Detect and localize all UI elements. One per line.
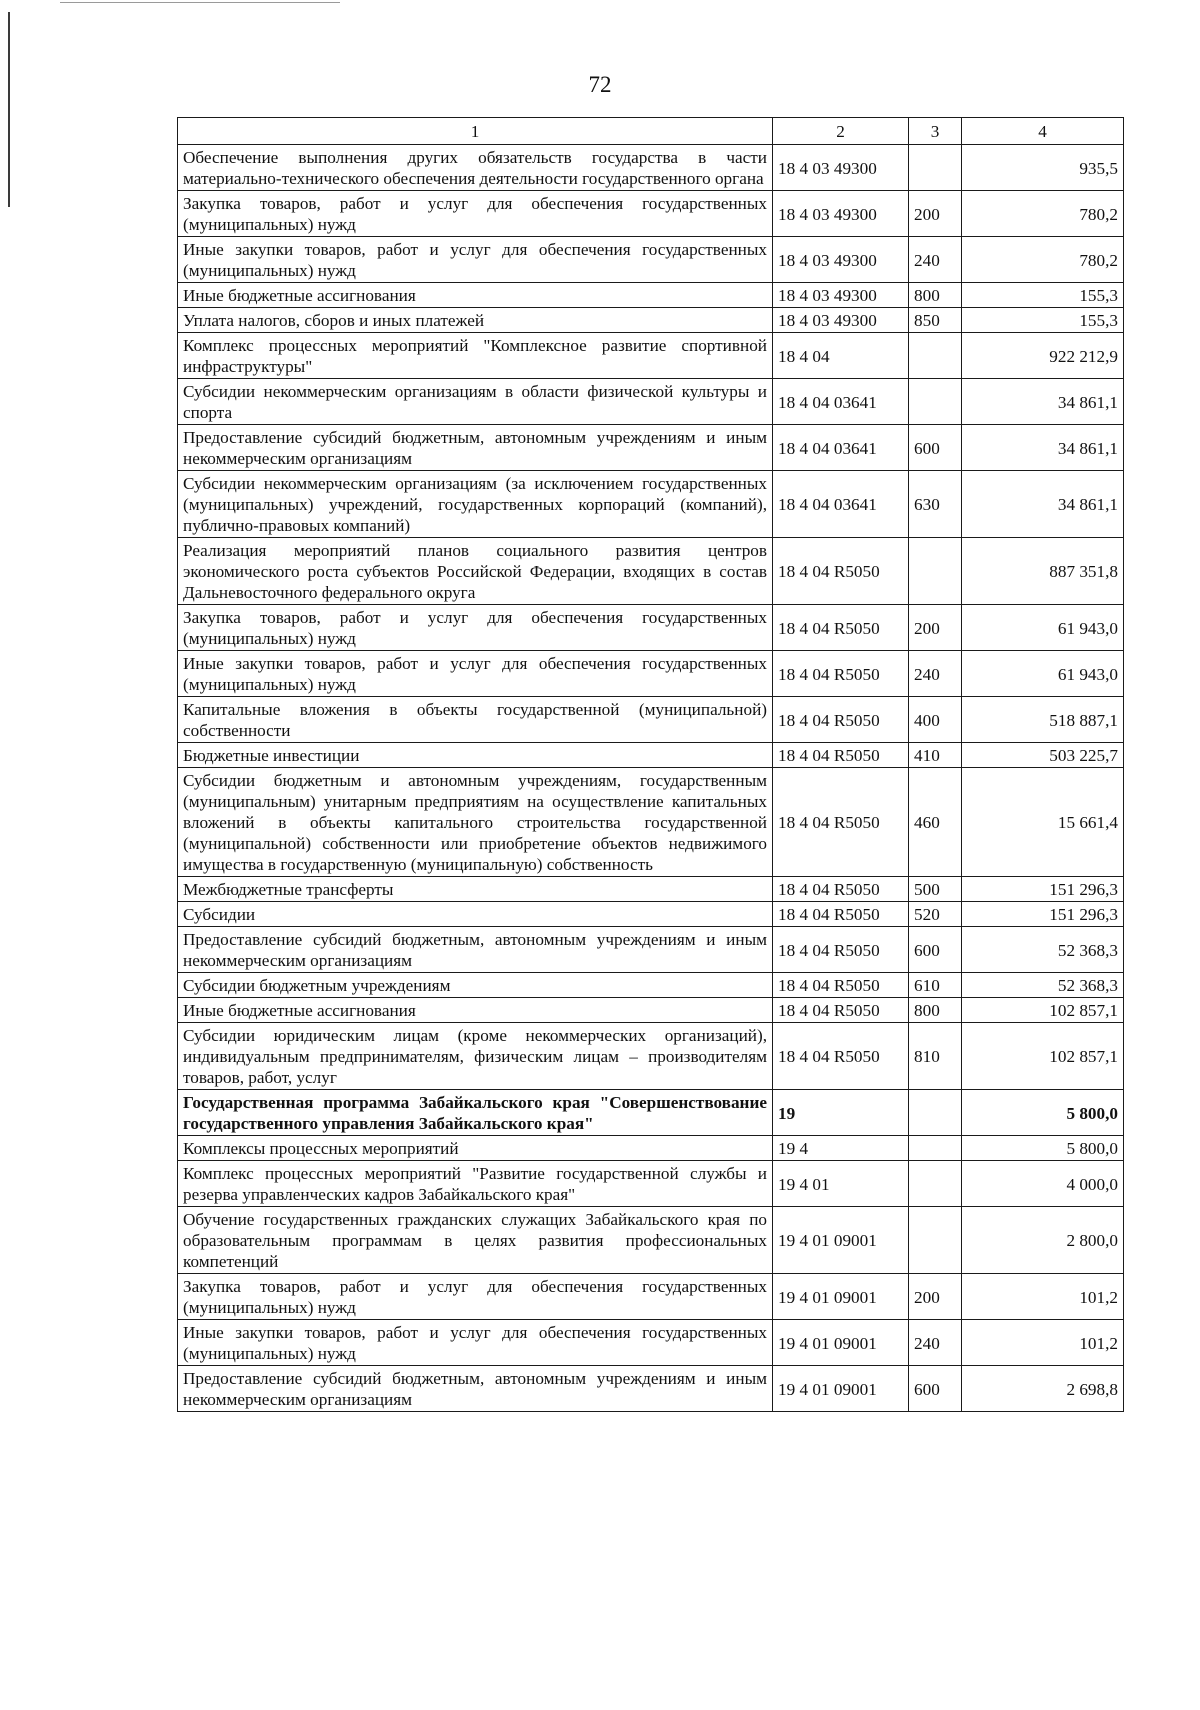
row-name-cell: Комплекс процессных мероприятий "Комплексное развитие спортивной инфраструктуры" <box>178 333 773 379</box>
row-sum-cell: 780,2 <box>962 191 1124 237</box>
row-sum-cell: 52 368,3 <box>962 973 1124 998</box>
row-code-cell: 18 4 04 R5050 <box>773 902 909 927</box>
row-expense-type-cell: 810 <box>909 1023 962 1090</box>
budget-table <box>177 117 1124 1412</box>
row-expense-type-cell: 200 <box>909 605 962 651</box>
row-sum-cell: 155,3 <box>962 308 1124 333</box>
row-code-cell: 19 4 01 09001 <box>773 1274 909 1320</box>
row-name-cell: Уплата налогов, сборов и иных платежей <box>178 308 773 333</box>
row-code-cell: 18 4 04 R5050 <box>773 877 909 902</box>
row-expense-type-cell <box>909 1090 962 1136</box>
row-code-cell: 19 4 01 09001 <box>773 1320 909 1366</box>
scan-top-mark <box>60 2 340 3</box>
row-name-cell: Субсидии <box>178 902 773 927</box>
row-sum-cell: 2 800,0 <box>962 1207 1124 1274</box>
row-sum-cell: 52 368,3 <box>962 927 1124 973</box>
row-expense-type-cell: 800 <box>909 998 962 1023</box>
column-header-3: 3 <box>909 118 962 145</box>
row-expense-type-cell: 460 <box>909 768 962 877</box>
row-name-cell: Иные закупки товаров, работ и услуг для обеспечения государственных (муниципальных) нужд <box>178 1320 773 1366</box>
row-name-cell: Бюджетные инвестиции <box>178 743 773 768</box>
row-name-cell: Субсидии бюджетным учреждениям <box>178 973 773 998</box>
row-name-cell: Закупка товаров, работ и услуг для обеспечения государственных (муниципальных) нужд <box>178 191 773 237</box>
row-sum-cell: 2 698,8 <box>962 1366 1124 1412</box>
row-name-cell: Иные закупки товаров, работ и услуг для обеспечения государственных (муниципальных) нужд <box>178 237 773 283</box>
table-row <box>178 237 1124 283</box>
table-row <box>178 379 1124 425</box>
row-expense-type-cell: 630 <box>909 471 962 538</box>
column-header-1: 1 <box>178 118 773 145</box>
row-sum-cell: 935,5 <box>962 145 1124 191</box>
row-expense-type-cell: 600 <box>909 927 962 973</box>
table-row <box>178 1207 1124 1274</box>
row-code-cell: 18 4 03 49300 <box>773 191 909 237</box>
row-expense-type-cell: 520 <box>909 902 962 927</box>
row-code-cell: 18 4 04 <box>773 333 909 379</box>
table-row <box>178 902 1124 927</box>
row-code-cell: 18 4 04 03641 <box>773 379 909 425</box>
row-expense-type-cell <box>909 1207 962 1274</box>
row-name-cell: Комплексы процессных мероприятий <box>178 1136 773 1161</box>
row-expense-type-cell: 200 <box>909 1274 962 1320</box>
row-sum-cell: 887 351,8 <box>962 538 1124 605</box>
table-row <box>178 425 1124 471</box>
row-sum-cell: 518 887,1 <box>962 697 1124 743</box>
row-code-cell: 18 4 04 03641 <box>773 471 909 538</box>
table-row <box>178 1136 1124 1161</box>
row-expense-type-cell: 800 <box>909 283 962 308</box>
row-expense-type-cell: 500 <box>909 877 962 902</box>
row-code-cell: 18 4 04 R5050 <box>773 651 909 697</box>
row-sum-cell: 151 296,3 <box>962 877 1124 902</box>
row-name-cell: Межбюджетные трансферты <box>178 877 773 902</box>
row-expense-type-cell <box>909 379 962 425</box>
row-code-cell: 18 4 04 R5050 <box>773 743 909 768</box>
row-code-cell: 18 4 04 R5050 <box>773 538 909 605</box>
row-expense-type-cell: 240 <box>909 237 962 283</box>
row-expense-type-cell: 850 <box>909 308 962 333</box>
row-sum-cell: 5 800,0 <box>962 1136 1124 1161</box>
row-name-cell: Реализация мероприятий планов социального развития центров экономического роста субъектов Российской Федерации, входящих в состав Дальневосточного федерального округа <box>178 538 773 605</box>
row-expense-type-cell: 240 <box>909 651 962 697</box>
table-row <box>178 1023 1124 1090</box>
row-expense-type-cell: 610 <box>909 973 962 998</box>
row-sum-cell: 155,3 <box>962 283 1124 308</box>
row-name-cell: Иные закупки товаров, работ и услуг для обеспечения государственных (муниципальных) нужд <box>178 651 773 697</box>
row-code-cell: 18 4 04 R5050 <box>773 998 909 1023</box>
row-code-cell: 18 4 04 R5050 <box>773 768 909 877</box>
scan-edge-mark <box>8 12 10 207</box>
table-row <box>178 877 1124 902</box>
row-expense-type-cell <box>909 1136 962 1161</box>
row-code-cell: 19 4 <box>773 1136 909 1161</box>
row-code-cell: 18 4 04 03641 <box>773 425 909 471</box>
row-sum-cell: 15 661,4 <box>962 768 1124 877</box>
row-code-cell: 18 4 04 R5050 <box>773 605 909 651</box>
row-code-cell: 18 4 03 49300 <box>773 308 909 333</box>
table-row <box>178 605 1124 651</box>
row-code-cell: 18 4 03 49300 <box>773 283 909 308</box>
row-name-cell: Обучение государственных гражданских служащих Забайкальского края по образовательным программам в целях развития профессиональных компетенций <box>178 1207 773 1274</box>
table-row <box>178 998 1124 1023</box>
table-row <box>178 308 1124 333</box>
table-row <box>178 651 1124 697</box>
row-code-cell: 19 <box>773 1090 909 1136</box>
row-code-cell: 19 4 01 09001 <box>773 1207 909 1274</box>
table-row <box>178 927 1124 973</box>
table-row <box>178 1320 1124 1366</box>
row-expense-type-cell: 240 <box>909 1320 962 1366</box>
table-row <box>178 1274 1124 1320</box>
table-row <box>178 1161 1124 1207</box>
page-number: 72 <box>588 72 612 97</box>
table-row <box>178 1090 1124 1136</box>
row-sum-cell: 151 296,3 <box>962 902 1124 927</box>
row-sum-cell: 102 857,1 <box>962 1023 1124 1090</box>
table-row <box>178 283 1124 308</box>
row-name-cell: Субсидии некоммерческим организациям в области физической культуры и спорта <box>178 379 773 425</box>
row-code-cell: 18 4 04 R5050 <box>773 1023 909 1090</box>
table-row <box>178 1366 1124 1412</box>
row-expense-type-cell: 600 <box>909 425 962 471</box>
row-name-cell: Иные бюджетные ассигнования <box>178 998 773 1023</box>
row-name-cell: Иные бюджетные ассигнования <box>178 283 773 308</box>
table-row <box>178 768 1124 877</box>
column-header-4: 4 <box>962 118 1124 145</box>
row-sum-cell: 5 800,0 <box>962 1090 1124 1136</box>
row-name-cell: Субсидии некоммерческим организациям (за исключением государственных (муниципальных) учреждений, государственных корпораций (компаний), публично-правовых компаний) <box>178 471 773 538</box>
row-expense-type-cell <box>909 538 962 605</box>
row-name-cell: Комплекс процессных мероприятий "Развитие государственной службы и резерва управленческих кадров Забайкальского края" <box>178 1161 773 1207</box>
row-sum-cell: 101,2 <box>962 1274 1124 1320</box>
row-sum-cell: 61 943,0 <box>962 605 1124 651</box>
table-row <box>178 743 1124 768</box>
table-row <box>178 191 1124 237</box>
row-sum-cell: 34 861,1 <box>962 471 1124 538</box>
row-expense-type-cell: 410 <box>909 743 962 768</box>
row-name-cell: Предоставление субсидий бюджетным, автономным учреждениям и иным некоммерческим организациям <box>178 1366 773 1412</box>
row-name-cell: Предоставление субсидий бюджетным, автономным учреждениям и иным некоммерческим организациям <box>178 927 773 973</box>
row-sum-cell: 34 861,1 <box>962 425 1124 471</box>
row-name-cell: Субсидии юридическим лицам (кроме некоммерческих организаций), индивидуальным предпринимателям, физическим лицам – производителям товаров, работ, услуг <box>178 1023 773 1090</box>
row-name-cell: Капитальные вложения в объекты государственной (муниципальной) собственности <box>178 697 773 743</box>
table-row <box>178 471 1124 538</box>
table-row <box>178 697 1124 743</box>
row-code-cell: 18 4 03 49300 <box>773 237 909 283</box>
row-expense-type-cell <box>909 333 962 379</box>
row-name-cell: Предоставление субсидий бюджетным, автономным учреждениям и иным некоммерческим организациям <box>178 425 773 471</box>
row-sum-cell: 4 000,0 <box>962 1161 1124 1207</box>
row-code-cell: 19 4 01 09001 <box>773 1366 909 1412</box>
row-name-cell: Субсидии бюджетным и автономным учреждениям, государственным (муниципальным) унитарным предприятиям на осуществление капитальных вложений в объекты капитального строительства государственной (муниципальной) собственности или приобретение объектов недвижимого имущества в государственную (муниципальную) собственность <box>178 768 773 877</box>
row-expense-type-cell: 400 <box>909 697 962 743</box>
row-expense-type-cell: 200 <box>909 191 962 237</box>
row-name-cell: Обеспечение выполнения других обязательств государства в части материально-технического обеспечения деятельности государственного органа <box>178 145 773 191</box>
row-expense-type-cell <box>909 1161 962 1207</box>
row-sum-cell: 780,2 <box>962 237 1124 283</box>
column-header-2: 2 <box>773 118 909 145</box>
row-expense-type-cell <box>909 145 962 191</box>
row-code-cell: 18 4 03 49300 <box>773 145 909 191</box>
row-sum-cell: 503 225,7 <box>962 743 1124 768</box>
row-sum-cell: 101,2 <box>962 1320 1124 1366</box>
row-sum-cell: 34 861,1 <box>962 379 1124 425</box>
table-row <box>178 145 1124 191</box>
row-name-cell: Закупка товаров, работ и услуг для обеспечения государственных (муниципальных) нужд <box>178 605 773 651</box>
table-row <box>178 333 1124 379</box>
row-expense-type-cell: 600 <box>909 1366 962 1412</box>
row-code-cell: 18 4 04 R5050 <box>773 927 909 973</box>
table-row <box>178 973 1124 998</box>
row-code-cell: 19 4 01 <box>773 1161 909 1207</box>
row-sum-cell: 102 857,1 <box>962 998 1124 1023</box>
table-row <box>178 538 1124 605</box>
row-name-cell: Государственная программа Забайкальского края "Совершенствование государственного управления Забайкальского края" <box>178 1090 773 1136</box>
row-code-cell: 18 4 04 R5050 <box>773 973 909 998</box>
row-code-cell: 18 4 04 R5050 <box>773 697 909 743</box>
row-sum-cell: 61 943,0 <box>962 651 1124 697</box>
row-sum-cell: 922 212,9 <box>962 333 1124 379</box>
row-name-cell: Закупка товаров, работ и услуг для обеспечения государственных (муниципальных) нужд <box>178 1274 773 1320</box>
table-body <box>178 145 1124 1412</box>
table-header-row <box>178 118 1124 145</box>
